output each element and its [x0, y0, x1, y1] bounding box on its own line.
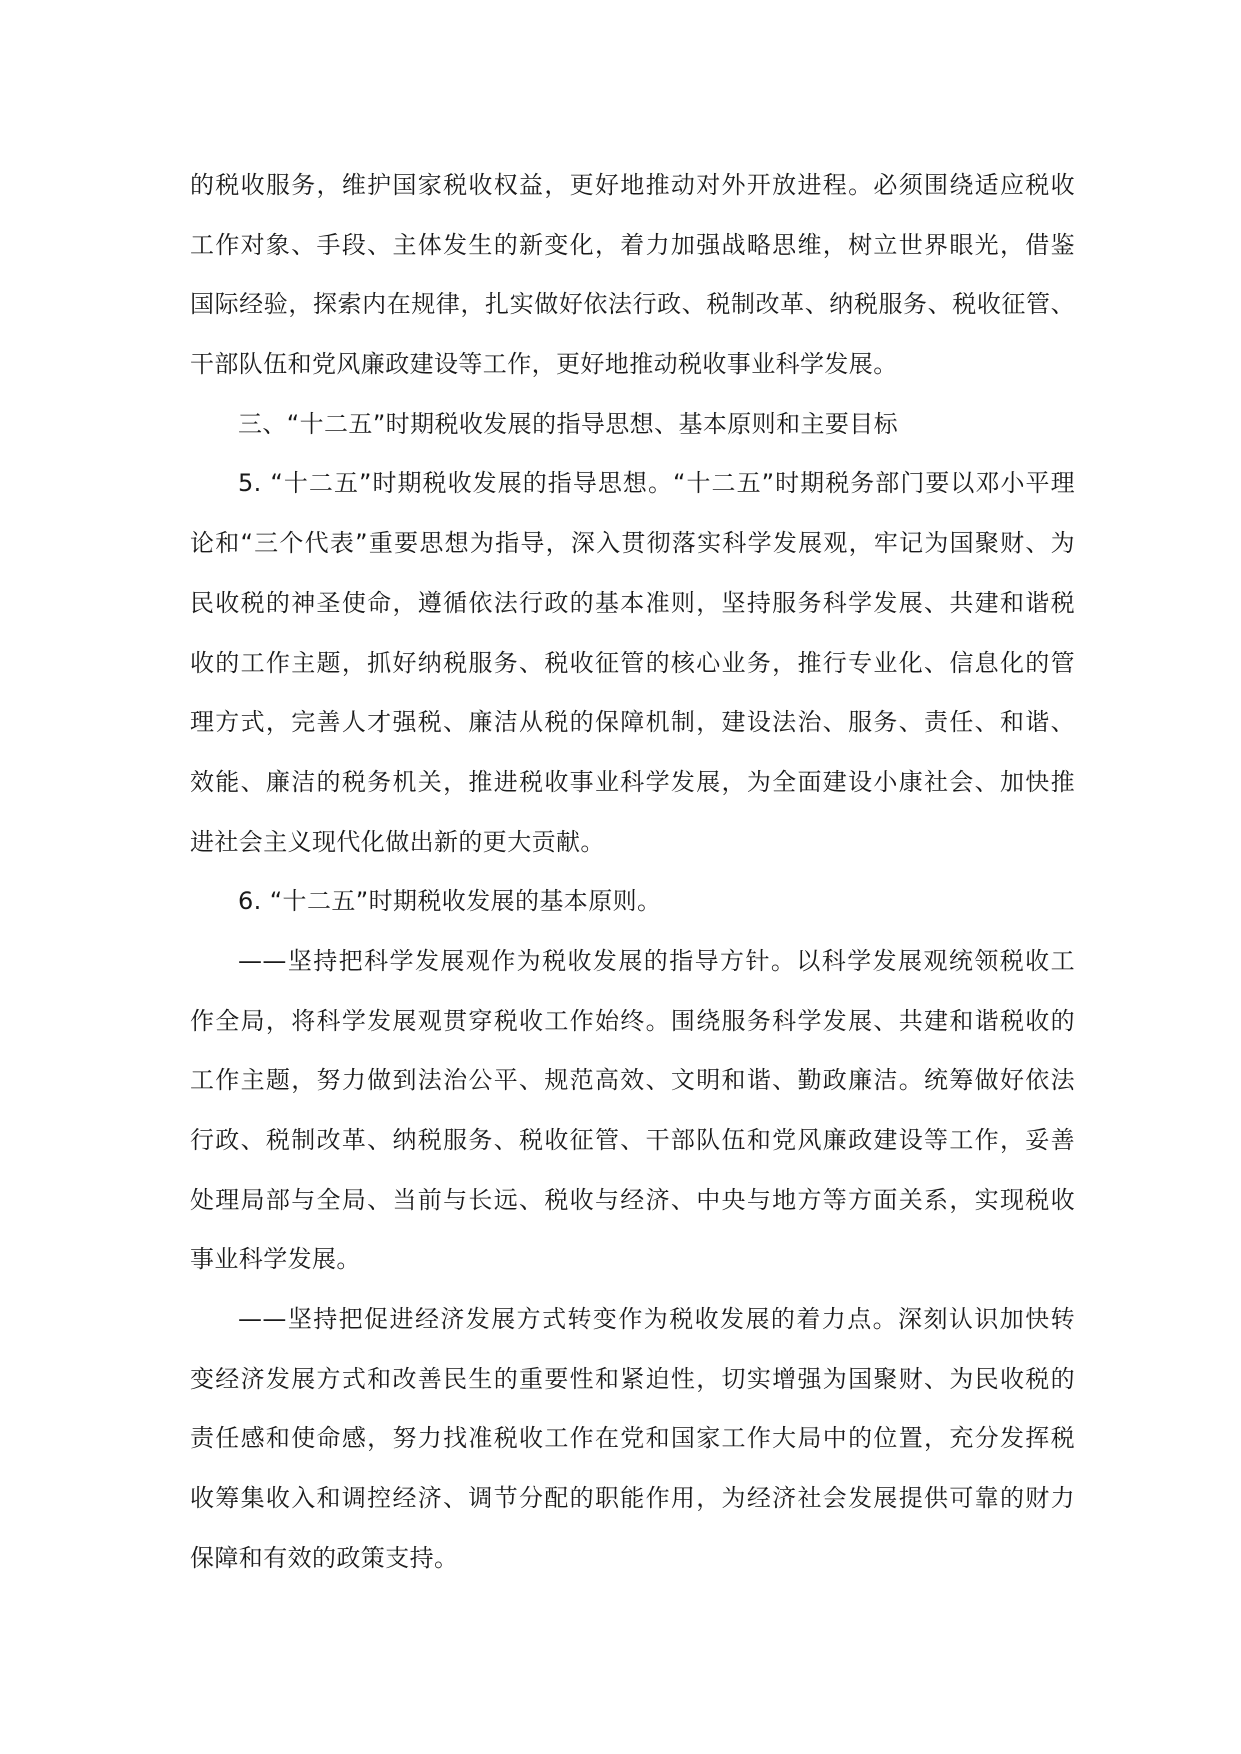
- text-line: 处理局部与全局、当前与长远、税收与经济、中央与地方等方面关系，实现税收: [190, 1185, 1075, 1214]
- text-line: 进社会主义现代化做出新的更大贡献。: [190, 827, 605, 856]
- text-line: ——坚持把科学发展观作为税收发展的指导方针。以科学发展观统领税收工: [238, 946, 1075, 975]
- text-line: 理方式，完善人才强税、廉洁从税的保障机制，建设法治、服务、责任、和谐、: [190, 708, 1075, 737]
- text-line: 行政、税制改革、纳税服务、税收征管、干部队伍和党风廉政建设等工作，妥善: [190, 1126, 1075, 1154]
- text-line: 民收税的神圣使命，遵循依法行政的基本准则，坚持服务科学发展、共建和谐税: [190, 588, 1075, 617]
- text-line: 作全局，将科学发展观贯穿税收工作始终。围绕服务科学发展、共建和谐税收的: [190, 1006, 1075, 1035]
- section-heading: 三、“十二五”时期税收发展的指导思想、基本原则和主要目标: [238, 409, 899, 438]
- text-line: 收的工作主题，抓好纳税服务、税收征管的核心业务，推行专业化、信息化的管: [190, 648, 1075, 677]
- text-line: 5. “十二五”时期税收发展的指导思想。“十二五”时期税务部门要以邓小平理: [238, 469, 1075, 498]
- text-line: 工作对象、手段、主体发生的新变化，着力加强战略思维，树立世界眼光，借鉴: [190, 230, 1075, 259]
- text-line: 保障和有效的政策支持。: [190, 1543, 459, 1572]
- document-body: [190, 156, 1075, 1589]
- text-line: 的税收服务，维护国家税收权益，更好地推动对外开放进程。必须围绕适应税收: [190, 171, 1075, 199]
- text-line: 干部队伍和党风廉政建设等工作，更好地推动税收事业科学发展。: [190, 350, 898, 379]
- text-line: 收筹集收入和调控经济、调节分配的职能作用，为经济社会发展提供可靠的财力: [190, 1484, 1075, 1513]
- text-line: 6. “十二五”时期税收发展的基本原则。: [238, 887, 662, 916]
- text-line: 工作主题，努力做到法治公平、规范高效、文明和谐、勤政廉洁。统筹做好依法: [190, 1066, 1075, 1095]
- text-line: 责任感和使命感，努力找准税收工作在党和国家工作大局中的位置，充分发挥税: [190, 1424, 1075, 1453]
- text-line: 变经济发展方式和改善民生的重要性和紧迫性，切实增强为国聚财、为民收税的: [190, 1364, 1075, 1393]
- text-line: 事业科学发展。: [190, 1245, 361, 1274]
- text-line: 国际经验，探索内在规律，扎实做好依法行政、税制改革、纳税服务、税收征管、: [190, 290, 1075, 319]
- text-line: 效能、廉洁的税务机关，推进税收事业科学发展，为全面建设小康社会、加快推: [190, 767, 1075, 796]
- text-line: ——坚持把促进经济发展方式转变作为税收发展的着力点。深刻认识加快转: [238, 1305, 1075, 1334]
- text-line: 论和“三个代表”重要思想为指导，深入贯彻落实科学发展观，牢记为国聚财、为: [190, 529, 1075, 558]
